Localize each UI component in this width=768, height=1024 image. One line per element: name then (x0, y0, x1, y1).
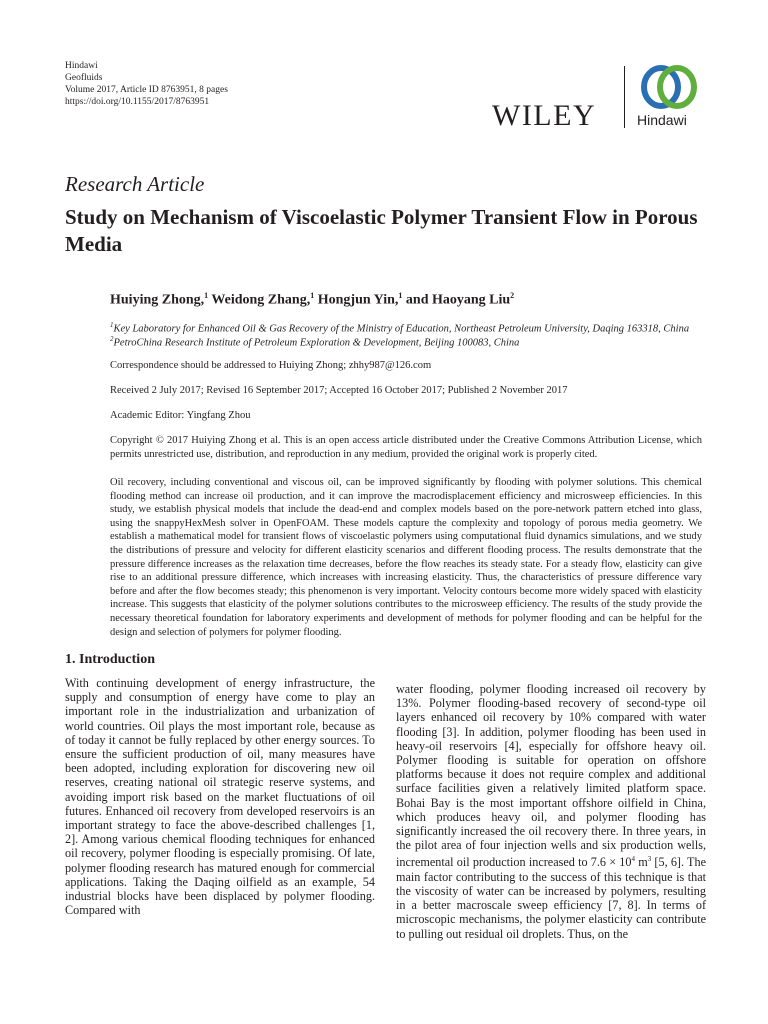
author-affiliation-mark: 1 (398, 291, 403, 300)
correspondence: Correspondence should be addressed to Huiying Zhong; zhhy987@126.com (110, 360, 432, 371)
author-affiliation-mark: 1 (310, 291, 315, 300)
wiley-logo: WILEY (492, 99, 597, 132)
body-text: [5, 6]. The main factor contributing to the success of this technique is that the viscosity of water can be increased by polymers, resulting in a better macroscale sweep efficiency [7, 8]. In terms of microscopic mechanisms, the polymer elasticity can contribute to pulling out residual oil droplets. Thus, on the (396, 855, 706, 941)
volume-line: Volume 2017, Article ID 8763951, 8 pages (65, 85, 228, 95)
author-name: Hongjun Yin, (317, 292, 399, 308)
body-text: water flooding, polymer flooding increased oil recovery by 13%. Polymer flooding-based recovery of second-type oil layers enhanced oil recovery by 10% compared with water flooding [3]. In addition, polymer flooding has been used in heavy-oil reservoirs [4], especially for offshore heavy oil. Polymer flooding is suitable for operation on offshore platforms because it does not require complex and additional surface facilities given a relatively limited platform space. Bohai Bay is the most important offshore oilfield in China, which produces heavy oil, and polymer flooding has significantly increased the oil recovery there. In three years, in the pilot area of four injection wells and six production wells, incremental oil production increased to 7.6 × 10 (396, 682, 706, 870)
affiliation-text: Key Laboratory for Enhanced Oil & Gas Recovery of the Ministry of Education, Northeast Petroleum University, Daqing 163318, China (113, 323, 690, 335)
affiliation-1 (110, 321, 689, 335)
affiliation-mark: 1 (110, 321, 114, 329)
author-name: and Haoyang Liu (405, 292, 511, 308)
author-affiliation-mark: 1 (204, 291, 209, 300)
article-type: Research Article (65, 172, 205, 196)
publisher-name: Hindawi (65, 61, 98, 71)
superscript: 3 (647, 855, 652, 864)
logo-divider (624, 66, 625, 128)
body-text: m (635, 855, 648, 870)
abstract: Oil recovery, including conventional and viscous oil, can be improved significantly by flooding with polymer solutions. This chemical flooding method can increase oil production, and it can improve the macrodisplacement efficiency and microsweep efficiencies. In this study, we establish physical models that include the dead-end and complex models based on the pore-network pattern etched into glass, using the snappyHexMesh solver in OpenFOAM. These models capture the complexity and topology of porous media geometry. We establish a mathematical model for transient flows of viscoelastic polymers using computational fluid dynamics simulations, and we study the distributions of pressure and velocity for different elasticity scenarios and different flooding process. The results demonstrate that the pressure difference increases as the relaxation time decreases, before the flow reaches its steady state. For a steady flow, elasticity can give rise to an additional pressure difference, which increases with increasing elasticity. Thus, the characteristics of pressure difference vary before and after the flow becomes steady; this phenomenon is very important. Velocity contours become more widely spaced with elasticity increase. This suggests that elasticity of the polymer solutions contributes to the microsweep efficiency. The results of the study provide the necessary theoretical foundation for laboratory experiments and development of methods for polymer flooding and can be helpful for the design and selection of polymers for polymer flooding. (110, 477, 702, 638)
body-text-left-column: With continuing development of energy infrastructure, the supply and consumption of energy have come to play an important role in the industrialization and urbanization of world countries. Oil plays the most important role, because as of today it cannot be fully replaced by other energy sources. To ensure the sufficient production of oil, many measures have been adopted, including exploration for discovering new oil reserves, creating national oil strategic reserve systems, and avoiding import risk based on the market fluctuations of oil futures. Enhanced oil recovery from developed reservoirs is an important strategy to face the above-described challenges [1, 2]. Among various chemical flooding techniques for enhanced oil recovery, polymer flooding is especially promising. Of late, polymer flooding research has matured enough for commercial applications. Taking the Daqing oilfield as an example, 54 industrial blocks have been displaced by polymer flooding. Compared with (65, 676, 375, 918)
author-name: Weidong Zhang, (211, 292, 311, 308)
journal-name: Geofluids (65, 73, 103, 83)
hindawi-logo-text: Hindawi (637, 112, 687, 128)
copyright-notice: Copyright © 2017 Huiying Zhong et al. This is an open access article distributed under the Creative Commons Attribution License, which permits unrestricted use, distribution, and reproduction in any medium, provided the original work is properly cited. (110, 435, 702, 460)
affiliation-text: PetroChina Research Institute of Petroleum Exploration & Development, Beijing 100083, China (113, 337, 520, 349)
journal-metadata (65, 60, 228, 108)
author-name: Huiying Zhong, (110, 292, 205, 308)
section-heading: 1. Introduction (65, 652, 155, 667)
author-list (110, 291, 514, 309)
doi-link[interactable]: https://doi.org/10.1155/2017/8763951 (65, 97, 210, 107)
affiliation-mark: 2 (110, 335, 114, 343)
hindawi-logo-icon (637, 62, 701, 112)
body-text-right-column (396, 682, 706, 941)
affiliation-2 (110, 335, 519, 349)
publication-dates: Received 2 July 2017; Revised 16 September 2017; Accepted 16 October 2017; Published 2 November 2017 (110, 385, 568, 396)
superscript: 4 (631, 855, 635, 864)
author-affiliation-mark: 2 (510, 291, 515, 300)
article-title: Study on Mechanism of Viscoelastic Polymer Transient Flow in Porous Media (65, 205, 698, 256)
academic-editor: Academic Editor: Yingfang Zhou (110, 410, 251, 421)
